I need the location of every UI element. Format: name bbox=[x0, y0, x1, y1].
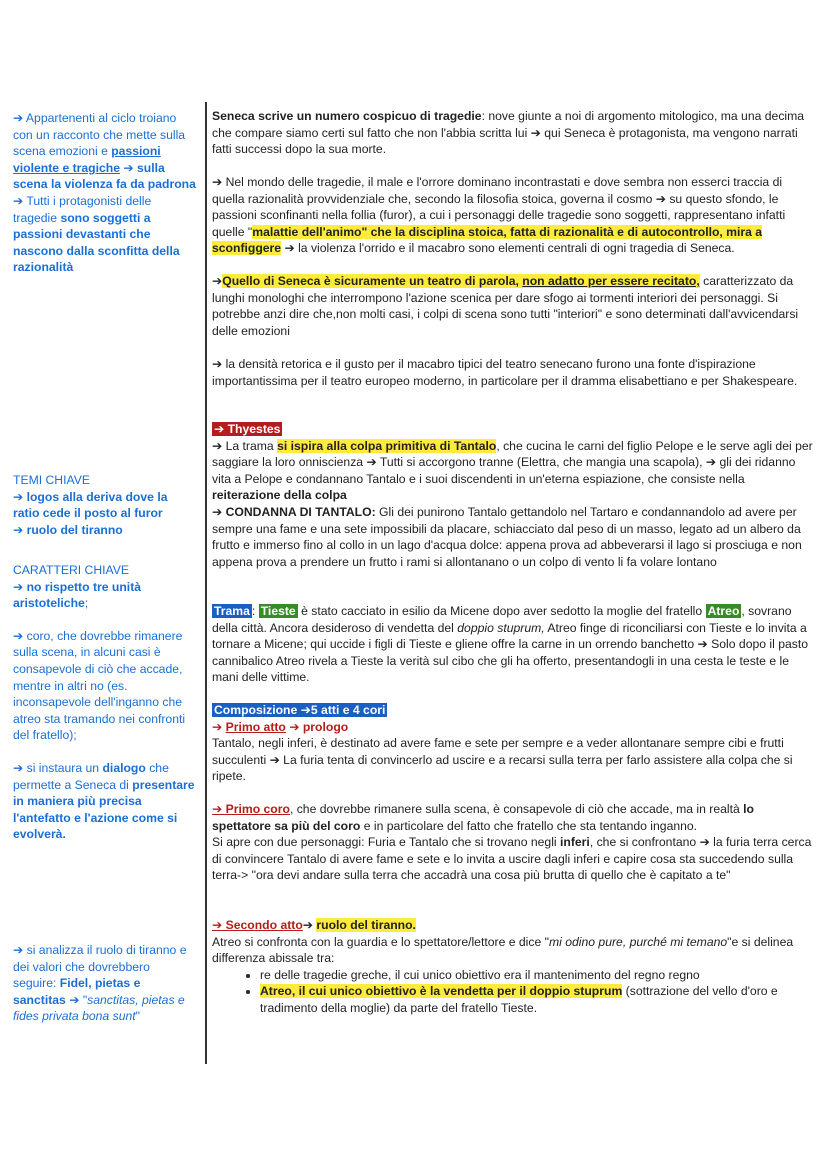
section-composizione bbox=[212, 702, 816, 785]
paragraph-densita-retorica: ➔ la densità retorica e il gusto per il macabro tipici del teatro senecano furono una fonte d'ispirazione importantissima per il teatro europeo moderno, in particolare per il dramma elisabettiano e per Shakespeare. bbox=[212, 357, 798, 388]
section-thyestes bbox=[212, 421, 816, 570]
thyestes-trama: ➔ La trama si ispira alla colpa primitiva di Tantalo, che cucina le carni del figlio Pelope e le serve agli dei per saggiare la loro onniscienza ➔ Tutti si accorgono tranne (Elettra, che mangia una scapola), ➔ gli dei ridanno vita a Pelope e condannano Tantalo e i suoi discendenti in un'eterna espiazione, che consiste nella reiterazione della colpa bbox=[212, 438, 813, 503]
paragraph-tragedie: ➔ Nel mondo delle tragedie, il male e l'orrore dominano incontrastati e dove sembra non esserci traccia di quella razionalità provvidenziale che, secondo la filosofia stoica, governa il cosmo ➔ su questo sfondo, le passioni sconfinanti nella follia (furor), a cui i personaggi delle tragedie sono soggetti, rappresentano infatti quelle "malattie dell'animo" che la disciplina stoica, fatta di razionalità e di autocontrollo, mira a sconfiggere ➔ la violenza l'orrido e il macabro sono elementi centrali di ogni tragedia di Seneca. bbox=[212, 175, 786, 256]
sidebar-note-intro: ➔ Appartenenti al ciclo troiano con un racconto che mette sulla scena emozioni e passioni violente e tragiche ➔ sulla scena la violenza fa da padrona ➔ Tutti i protagonisti delle tragedie sono soggetti a passioni devastanti che nascono dalla sconfitta della razionalità bbox=[13, 111, 196, 275]
atreo-tag: Atreo bbox=[707, 604, 740, 618]
section-trama: Trama : Tieste è stato cacciato in esilio da Micene dopo aver sedotto la moglie del fratello Atreo , sovrano della città. Ancora desideroso di vendetta del doppio stuprum, Atreo finge di riconciliarsi con Tieste e lo invita a tornare a Micene; qui uccide i figli di Tieste e gliene offre la carne in un orrendo banchetto ➔ Solo dopo il pasto cannibalico Atreo rivela a Tieste la verità sul cibo che gli ha offerto, presentandogli in una cesta le teste e le mani delle vittime. bbox=[212, 604, 809, 685]
temi-title: TEMI CHIAVE bbox=[13, 473, 90, 487]
thyestes-title: ➔ Thyestes bbox=[214, 422, 281, 436]
sidebar-caratteri-chiave: CARATTERI CHIAVE ➔ no rispetto tre unità aristoteliche; ➔ coro, che dovrebbe rimanere sulla scena, in alcuni casi è consapevole di ciò che accade, mentre in altri no (es. inconsapevole dell'inganno che atreo sta tramando nei confronti del fratello); ➔ si instaura un dialogo che permette a Seneca di presentare in maniera più precisa l'antefatto e l'azione come si evolverà. bbox=[13, 563, 195, 842]
tieste-tag: Tieste bbox=[260, 604, 296, 618]
condanna-tantalo: ➔ CONDANNA DI TANTALO: Gli dei punirono Tantalo gettandolo nel Tartaro e condannandolo ad avere per sempre una fame e una sete impossibili da placare, schiacciato dal peso di un masso, legato ad un albero da frutto e immerso fino al collo in un lago d'acqua dolce: appena prova ad abbeverarsi il lago si prosciuga e non appena prova a prendere un frutto i rami si allontanano o un colpo di vento li fa volare lontano bbox=[212, 504, 802, 569]
column-divider bbox=[205, 102, 207, 1064]
section-secondo-atto: ➔ Secondo atto➔ ruolo del tiranno. Atreo si confronta con la guardia e lo spettatore/lettore e dice "mi odino pure, purché mi temano"e si delinea differenza abissale tra: • re delle tragedie greche, il cui unico obiettivo era il mantenimento del regno regno • Atreo, il cui unico obiettivo è la vendetta per il doppio stuprum (sottrazione del vello d'oro e tradimento della moglie) da parte del fratello Tieste. bbox=[212, 917, 816, 1017]
trama-label: Trama bbox=[214, 604, 250, 618]
caratteri-item-1: ➔ no rispetto tre unità aristoteliche bbox=[13, 579, 142, 611]
caratteri-item-3: ➔ si instaura un dialogo che permette a Seneca di presentare in maniera più precisa l'antefatto e l'azione come si evolverà. bbox=[13, 760, 195, 842]
caratteri-title: CARATTERI CHIAVE bbox=[13, 563, 130, 577]
temi-item-2: ➔ ruolo del tiranno bbox=[13, 522, 123, 537]
section-primo-coro: ➔ Primo coro, che dovrebbe rimanere sulla scena, è consapevole di ciò che accade, ma in realtà lo spettatore sa più del coro e in particolare del fatto che fratello che sta tentando inganno. Si apre con due personaggi: Furia e Tantalo che si trovano negli inferi, che si confrontano ➔ la furia terra cerca di convincere Tantalo di avere fame e sete e lo invita a uscire dagli inferi e capire cosa sta succedendo sulla terra-> "ora devi andare sulla terra che accadrà una cosa più brutta di quello che è capitato a te" bbox=[212, 802, 812, 883]
caratteri-item-2: ➔ coro, che dovrebbe rimanere sulla scena, in alcuni casi è consapevole di ciò che accade, mentre in altri no (es. inconsapevole dell'inganno che atreo sta tramando nei confronti del fratello); bbox=[13, 628, 186, 743]
composizione-title: Composizione ➔5 atti e 4 cori bbox=[214, 703, 386, 717]
temi-item-1: ➔ logos alla deriva dove la ratio cede il posto al furor bbox=[13, 489, 168, 521]
list-item: • Atreo, il cui unico obiettivo è la vendetta per il doppio stuprum (sottrazione del vello d'oro e tradimento della moglie) da parte del fratello Tieste. bbox=[260, 983, 816, 1016]
paragraph-teatro-parola: ➔Quello di Seneca è sicuramente un teatro di parola, non adatto per essere recitato, caratterizzato da lunghi monologhi che interrompono l'azione scenica per dare sfogo ai tormenti interiori dei personaggi. Si potrebbe anzi dire che,non molti casi, i colpi di scena sono tutti "interiori" e sono determinati dall'avvicendarsi delle emozioni bbox=[212, 274, 799, 338]
paragraph-intro: Seneca scrive un numero cospicuo di tragedie: nove giunte a noi di argomento mitologico, ma una decima che compare siamo certi sul fatto che non l'abbia scritta lui ➔ qui Seneca è protagonista, ma vengono narrati fatti successi dopo la sua morte. bbox=[212, 109, 805, 157]
primo-atto-heading: ➔ Primo atto ➔ prologo bbox=[212, 719, 349, 734]
tiranno-comparison-list bbox=[212, 967, 816, 1017]
sidebar-tiranno-note: ➔ si analizza il ruolo di tiranno e dei valori che dovrebbero seguire: Fidel, pietas e sanctitas ➔ "sanctitas, pietas e fides privata bona sunt" bbox=[13, 943, 187, 1024]
list-item: • re delle tragedie greche, il cui unico obiettivo era il mantenimento del regno regno bbox=[260, 967, 816, 984]
primo-atto-text: Tantalo, negli inferi, è destinato ad avere fame e sete per sempre e a veder allontanare sempre cibi e frutti succulenti ➔ La furia tenta di convincerlo ad uscire e a recarsi sulla terra per farlo assistere alla colpa che si ripete. bbox=[212, 736, 793, 784]
sidebar-temi-chiave bbox=[13, 472, 196, 538]
